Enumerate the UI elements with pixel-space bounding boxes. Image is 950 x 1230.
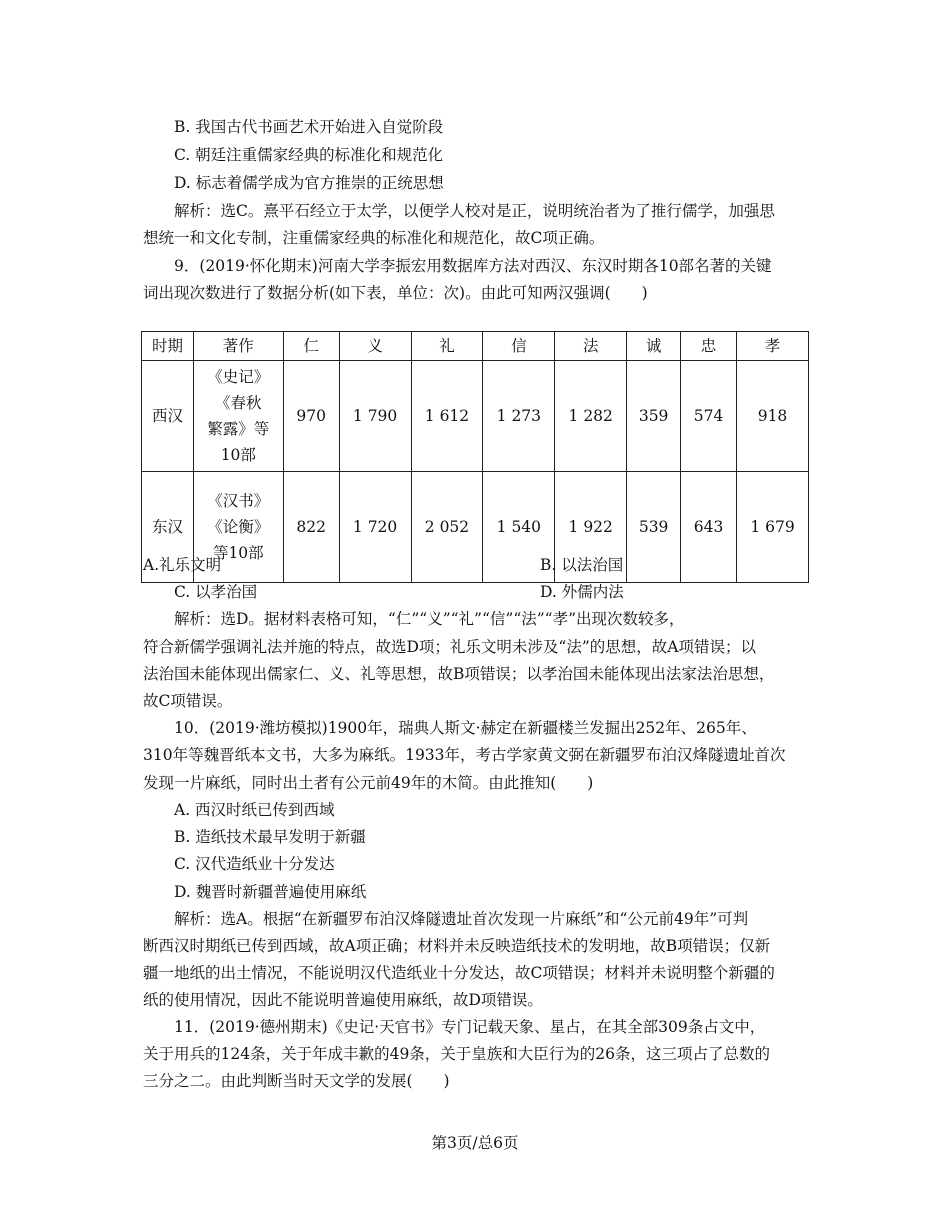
table-cell: 1 790 bbox=[339, 361, 411, 472]
q10-analysis-line: 解析：选A。根据“在新疆罗布泊汉烽隧遗址首次发现一片麻纸”和“公元前49年”可判 bbox=[174, 910, 749, 928]
q9-option-c: C. 以孝治国 bbox=[174, 583, 258, 601]
q9-option-d: D. 外儒内法 bbox=[540, 583, 624, 601]
table-cell: 1 273 bbox=[483, 361, 555, 472]
table-header-cell: 孝 bbox=[737, 332, 809, 361]
work-line: 繁露》等 bbox=[207, 420, 270, 438]
q9-analysis-line: 法治国未能体现出儒家仁、义、礼等思想，故B项错误；以孝治国未能体现出法家法治思想， bbox=[143, 665, 775, 683]
work-line: 《汉书》 bbox=[207, 492, 270, 510]
q8-analysis-line: 想统一和文化专制，注重儒家经典的标准化和规范化，故C项正确。 bbox=[143, 229, 605, 247]
q8-option-c: C. 朝廷注重儒家经典的标准化和规范化 bbox=[174, 146, 444, 164]
q10-stem-line: 10．(2019·潍坊模拟)1900年，瑞典人斯文·赫定在新疆楼兰发掘出252年、265年、 bbox=[174, 719, 757, 737]
q9-option-a: A.礼乐文明 bbox=[143, 556, 222, 574]
table-header-cell: 忠 bbox=[681, 332, 737, 361]
q10-option-a: A. 西汉时纸已传到西域 bbox=[174, 801, 335, 819]
page-footer: 第3页/总6页 bbox=[431, 1134, 519, 1152]
table-cell-period: 东汉 bbox=[142, 472, 194, 583]
table-header-cell: 义 bbox=[339, 332, 411, 361]
q9-analysis-line: 故C项错误。 bbox=[143, 692, 233, 710]
table-cell: 1 540 bbox=[483, 472, 555, 583]
table-cell: 1 612 bbox=[411, 361, 483, 472]
table-header-cell: 法 bbox=[555, 332, 627, 361]
work-line: 《春秋 bbox=[215, 394, 262, 412]
q8-analysis-line: 解析：选C。熹平石经立于太学，以便学人校对是正，说明统治者为了推行儒学，加强思 bbox=[174, 202, 775, 220]
table-header-cell: 礼 bbox=[411, 332, 483, 361]
table-cell: 574 bbox=[681, 361, 737, 472]
table-cell: 359 bbox=[627, 361, 681, 472]
q9-analysis-line: 符合新儒学强调礼法并施的特点，故选D项；礼乐文明未涉及“法”的思想，故A项错误；以 bbox=[143, 638, 756, 656]
table-cell: 1 679 bbox=[737, 472, 809, 583]
table-cell-period: 西汉 bbox=[142, 361, 194, 472]
work-line: 《史记》 bbox=[207, 368, 270, 386]
table-cell: 1 282 bbox=[555, 361, 627, 472]
table-header-cell: 信 bbox=[483, 332, 555, 361]
q9-option-b: B. 以法治国 bbox=[540, 556, 624, 574]
q8-option-d: D. 标志着儒学成为官方推崇的正统思想 bbox=[174, 174, 444, 192]
q11-stem-line: 三分之二。由此判断当时天文学的发展( ) bbox=[143, 1072, 450, 1090]
q10-option-d: D. 魏晋时新疆普遍使用麻纸 bbox=[174, 883, 367, 901]
q8-option-b: B. 我国古代书画艺术开始进入自觉阶段 bbox=[174, 118, 444, 136]
q10-analysis-line: 断西汉时期纸已传到西域，故A项正确；材料并未反映造纸技术的发明地，故B项错误；仅新 bbox=[143, 937, 771, 955]
table-header-cell: 时期 bbox=[142, 332, 194, 361]
work-line: 《论衡》 bbox=[207, 518, 270, 536]
table-cell: 1 720 bbox=[339, 472, 411, 583]
table-header-cell: 诚 bbox=[627, 332, 681, 361]
table-cell-works bbox=[193, 361, 283, 472]
q10-stem-line: 发现一片麻纸，同时出土者有公元前49年的木简。由此推知( ) bbox=[143, 774, 594, 792]
work-line: 等10部 bbox=[212, 544, 264, 562]
table-cell: 822 bbox=[283, 472, 339, 583]
q10-stem-line: 310年等魏晋纸本文书，大多为麻纸。1933年，考古学家黄文弼在新疆罗布泊汉烽隧遗址首次 bbox=[143, 746, 786, 764]
table-cell: 970 bbox=[283, 361, 339, 472]
q10-analysis-line: 纸的使用情况，因此不能说明普遍使用麻纸，故D项错误。 bbox=[143, 991, 543, 1009]
table-cell: 643 bbox=[681, 472, 737, 583]
keyword-frequency-table bbox=[141, 331, 809, 583]
table-header-cell: 仁 bbox=[283, 332, 339, 361]
table-row bbox=[142, 472, 809, 583]
q10-analysis-line: 疆一地纸的出土情况，不能说明汉代造纸业十分发达，故C项错误；材料并未说明整个新疆的 bbox=[143, 964, 775, 982]
work-line: 10部 bbox=[220, 446, 256, 464]
q9-stem-line: 词出现次数进行了数据分析(如下表，单位：次)。由此可知两汉强调( ) bbox=[143, 284, 648, 302]
table-header-row bbox=[142, 332, 809, 361]
table-row bbox=[142, 361, 809, 472]
q11-stem-line: 关于用兵的124条，关于年成丰歉的49条，关于皇族和大臣行为的26条，这三项占了总数的 bbox=[143, 1045, 771, 1063]
table-cell: 539 bbox=[627, 472, 681, 583]
q9-stem-line: 9．(2019·怀化期末)河南大学李振宏用数据库方法对西汉、东汉时期各10部名著的关键 bbox=[174, 257, 772, 275]
table-cell: 2 052 bbox=[411, 472, 483, 583]
table-cell: 1 922 bbox=[555, 472, 627, 583]
q10-option-b: B. 造纸技术最早发明于新疆 bbox=[174, 828, 366, 846]
q11-stem-line: 11．(2019·德州期末)《史记·天官书》专门记载天象、星占，在其全部309条占文中， bbox=[174, 1018, 766, 1036]
table-cell: 918 bbox=[737, 361, 809, 472]
q10-option-c: C. 汉代造纸业十分发达 bbox=[174, 855, 335, 873]
table-header-cell: 著作 bbox=[193, 332, 283, 361]
q9-analysis-line: 解析：选D。据材料表格可知，“仁”“义”“礼”“信”“法”“孝”出现次数较多， bbox=[174, 610, 685, 628]
